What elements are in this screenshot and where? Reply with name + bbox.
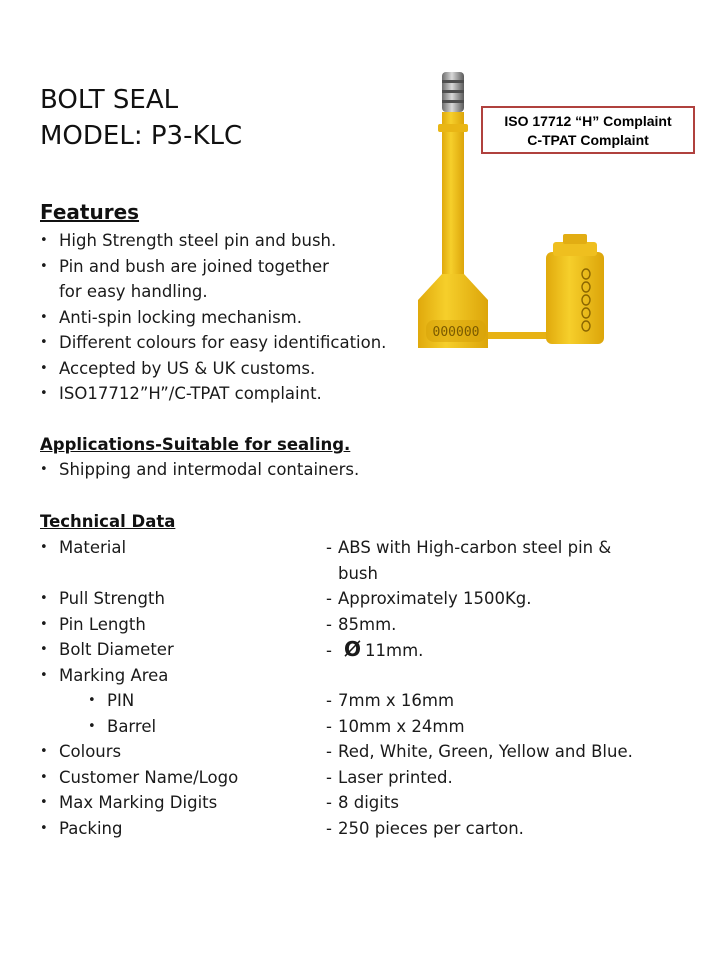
list-item: • Anti-spin locking mechanism. [40, 305, 386, 331]
title-line-2: MODEL: P3-KLC [40, 121, 243, 151]
spec-value: 8 digits [338, 793, 399, 812]
spec-dash: - [326, 793, 332, 812]
pin-digits: 000000 [432, 325, 480, 340]
spec-label: PIN [107, 691, 135, 710]
spec-dash: - [326, 538, 332, 557]
spec-dash: - [326, 742, 332, 761]
spec-value: 85mm. [338, 614, 397, 634]
spec-value: 11mm. [365, 641, 424, 660]
spec-label: Pull Strength [59, 589, 165, 608]
spec-row-pin: • PIN - 7mm x 16mm [40, 688, 680, 714]
spec-row-barrel: • Barrel - 10mm x 24mm [40, 714, 680, 740]
list-item-continuation: for easy handling. [59, 282, 208, 301]
spec-row-max-digits: • Max Marking Digits - 8 digits [40, 790, 680, 816]
spec-row-pull-strength: • Pull Strength - Approximately 1500Kg. [40, 586, 680, 612]
spec-label: Material [59, 538, 127, 557]
badge-line-2: C-TPAT Complaint [527, 132, 649, 148]
spec-value: Red, White, Green, Yellow and Blue. [338, 742, 633, 761]
badge-line-1: ISO 17712 “H” Complaint [504, 113, 672, 129]
spec-label: Packing [59, 818, 123, 838]
spec-dash: - [326, 589, 332, 608]
spec-dash: - [326, 641, 332, 660]
spec-label: Barrel [107, 716, 157, 736]
features-list [40, 228, 386, 407]
list-item: • Accepted by US & UK customs. [40, 356, 386, 382]
list-item: • Pin and bush are joined together [40, 254, 386, 280]
spec-value: Approximately 1500Kg. [338, 589, 532, 608]
pin-shaft [442, 112, 464, 280]
spec-dash: - [326, 614, 332, 634]
spec-value: 250 pieces per carton. [338, 818, 524, 838]
title-line-1: BOLT SEAL [40, 85, 179, 115]
spec-dash: - [326, 818, 332, 838]
spec-label: Customer Name/Logo [59, 767, 239, 787]
spec-row-bolt-diameter: • Bolt Diameter - Ø 11mm. [40, 637, 680, 663]
page-title [40, 82, 242, 154]
spec-row-pin-length: • Pin Length - 85mm. [40, 612, 680, 638]
spec-row-material: • Material - ABS with High-carbon steel pin & [40, 535, 680, 561]
spec-value: 7mm x 16mm [338, 691, 455, 710]
spec-dash: - [326, 691, 332, 710]
list-item: • ISO17712”H”/C-TPAT complaint. [40, 381, 386, 407]
spec-value: 10mm x 24mm [338, 716, 465, 736]
spec-label: Colours [59, 742, 122, 761]
spec-label: Marking Area [59, 665, 169, 685]
spec-row-material-cont [40, 561, 680, 587]
technical-data-table [40, 535, 680, 841]
list-item: • High Strength steel pin and bush. [40, 228, 386, 254]
spec-label: Bolt Diameter [59, 640, 174, 659]
barrel-body [546, 252, 604, 344]
spec-row-customer-name: • Customer Name/Logo - Laser printed. [40, 765, 680, 791]
spec-dash: - [326, 716, 332, 736]
list-item: • Different colours for easy identification. [40, 330, 386, 356]
features-heading: Features [40, 200, 140, 224]
spec-value: Laser printed. [338, 767, 453, 787]
spec-row-packing: • Packing - 250 pieces per carton. [40, 816, 680, 842]
spec-dash: - [326, 767, 332, 787]
spec-row-marking-area: • Marking Area [40, 663, 680, 689]
spec-value-continuation: bush [338, 563, 378, 583]
spec-value: ABS with High-carbon steel pin & [338, 538, 612, 557]
applications-heading: Applications-Suitable for sealing. [40, 435, 351, 454]
spec-label: Max Marking Digits [59, 793, 218, 812]
diameter-symbol: Ø [344, 637, 362, 661]
list-item: • Shipping and intermodal containers. [40, 457, 359, 483]
iso-compliance-badge [481, 106, 695, 154]
applications-list [40, 457, 359, 483]
spec-label: Pin Length [59, 614, 146, 634]
spec-row-colours: • Colours - Red, White, Green, Yellow and Blue. [40, 739, 680, 765]
technical-data-heading: Technical Data [40, 512, 176, 531]
